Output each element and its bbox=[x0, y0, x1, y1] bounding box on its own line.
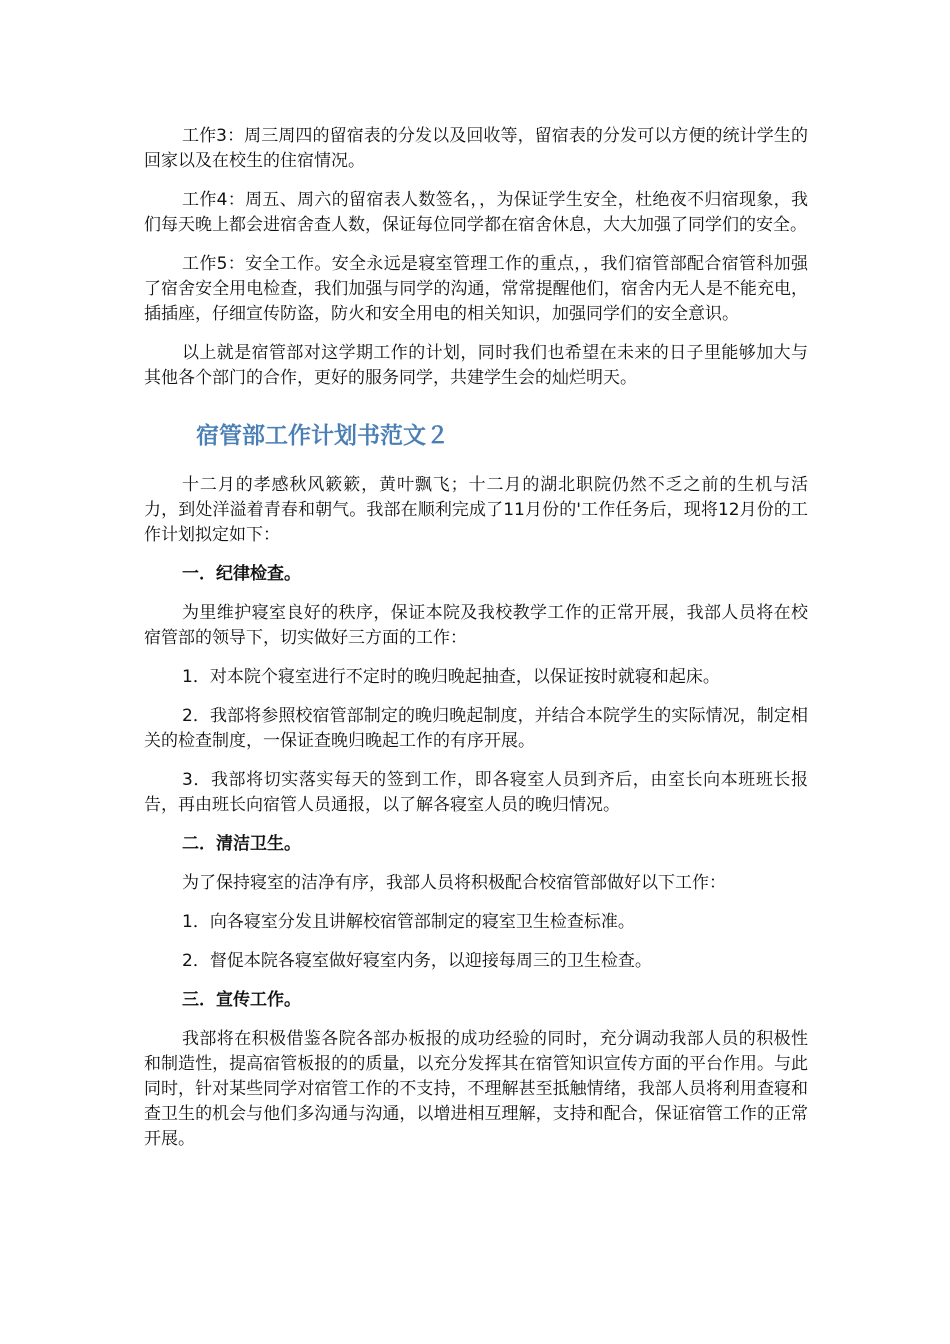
paragraph-work-4: 工作4：周五、周六的留宿表人数签名，，为保证学生安全，杜绝夜不归宿现象，我们每天晚上都会进宿舍查人数，保证每位同学都在宿舍休息，大大加强了同学们的安全。 bbox=[144, 190, 808, 235]
paragraph-work-3: 工作3：周三周四的留宿表的分发以及回收等，留宿表的分发可以方便的统计学生的回家以及在校生的住宿情况。 bbox=[144, 126, 808, 171]
paragraph-conclusion: 以上就是宿管部对这学期工作的计划，同时我们也希望在未来的日子里能够加大与其他各个部门的合作，更好的服务同学，共建学生会的灿烂明天。 bbox=[144, 343, 808, 388]
list-item: 2．我部将参照校宿管部制定的晚归晚起制度，并结合本院学生的实际情况，制定相关的检查制度，一保证查晚归晚起工作的有序开展。 bbox=[144, 706, 808, 751]
paragraph-publicity: 我部将在积极借鉴各院各部办板报的成功经验的同时，充分调动我部人员的积极性和制造性，提高宿管板报的的质量，以充分发挥其在宿管知识宣传方面的平台作用。与此同时，针对某些同学对宿管工作的不支持，不理解甚至抵触情绪，我部人员将利用查寝和查卫生的机会与他们多沟通与沟通，以增进相互理解，支持和配合，保证宿管工作的正常开展。 bbox=[144, 1029, 808, 1149]
subheading-discipline: 一．纪律检查。 bbox=[182, 564, 301, 584]
subheading-publicity: 三．宣传工作。 bbox=[182, 990, 301, 1010]
paragraph-work-5: 工作5：安全工作。安全永远是寝室管理工作的重点，，我们宿管部配合宿管科加强了宿舍安全用电检查，我们加强与同学的沟通，常常提醒他们，宿舍内无人是不能充电，插插座，仔细宣传防盗，防火和安全用电的相关知识，加强同学们的安全意识。 bbox=[144, 254, 808, 324]
list-item: 2．督促本院各寝室做好寝室内务，以迎接每周三的卫生检查。 bbox=[182, 951, 652, 971]
list-item: 1．对本院个寝室进行不定时的晚归晚起抽查，以保证按时就寝和起床。 bbox=[182, 667, 720, 687]
paragraph-discipline-lead: 为里维护寝室良好的秩序，保证本院及我校教学工作的正常开展，我部人员将在校宿管部的领导下，切实做好三方面的工作： bbox=[144, 603, 808, 648]
paragraph-hygiene-lead: 为了保持寝室的洁净有序，我部人员将积极配合校宿管部做好以下工作： bbox=[182, 873, 726, 893]
section-title: 宿管部工作计划书范文２ bbox=[196, 423, 449, 449]
document-page bbox=[144, 124, 808, 1166]
subheading-hygiene: 二．清洁卫生。 bbox=[182, 834, 301, 854]
list-item: 3．我部将切实落实每天的签到工作，即各寝室人员到齐后，由室长向本班班长报告，再由班长向宿管人员通报，以了解各寝室人员的晚归情况。 bbox=[144, 770, 808, 815]
list-item: 1．向各寝室分发且讲解校宿管部制定的寝室卫生检查标准。 bbox=[182, 912, 635, 932]
paragraph-intro: 十二月的孝感秋风簌簌，黄叶飘飞；十二月的湖北职院仍然不乏之前的生机与活力，到处洋溢着青春和朝气。我部在顺利完成了11月份的'工作任务后，现将12月份的工作计划拟定如下： bbox=[144, 475, 808, 545]
